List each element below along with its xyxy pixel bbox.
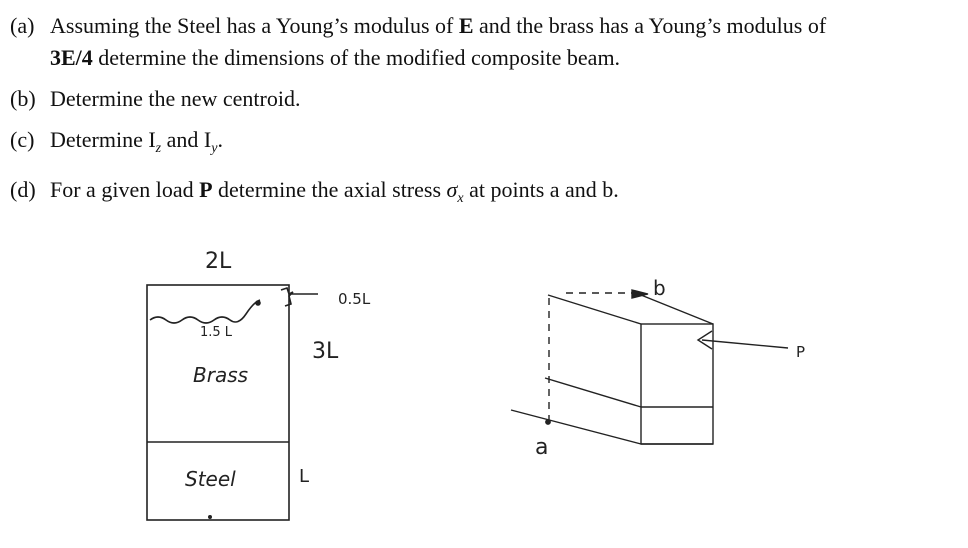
question-b (10, 83, 960, 115)
width-label: 2L (205, 249, 232, 274)
beam-figure (0, 210, 968, 548)
question-text: Determine $I_z$ and $I_y$. (50, 127, 223, 156)
notch-dot (256, 301, 260, 305)
question-label: (c) (10, 127, 35, 152)
steel-dot (209, 516, 211, 518)
question-text: Assuming the Steel has a Young’s modulus of E and the brass has a Young’s modulus of 3E/4 determine the dimensions of the modified composite beam. (50, 13, 827, 70)
notch-wavy-line (150, 300, 260, 323)
question-c (10, 124, 960, 165)
steel-label: Steel (185, 467, 236, 491)
load-line (702, 340, 788, 348)
interface-edge (545, 378, 641, 407)
question-label: (a) (10, 13, 35, 38)
question-label: (d) (10, 177, 36, 202)
point-a-label: a (535, 435, 549, 460)
question-a (10, 10, 960, 74)
brass-label: Brass (193, 363, 249, 387)
top-edge (548, 295, 641, 324)
question-list (10, 10, 960, 224)
beam-3d (511, 290, 788, 444)
question-d (10, 174, 960, 215)
question-text: Determine the new centroid. (50, 86, 301, 111)
bottom-edge (511, 410, 641, 444)
notch-brace (281, 288, 318, 306)
top-right-edge (636, 293, 713, 324)
brass-height-label: 3L (312, 339, 339, 364)
point-a-dot (546, 420, 550, 424)
notch-label: 0.5L (338, 290, 371, 308)
point-b-label: b (653, 276, 666, 300)
notch-width-label: 1.5 L (200, 325, 233, 340)
steel-height-label: L (299, 466, 310, 487)
question-text: For a given load P determine the axial stress $\sigma_x$ at points a and b. (50, 177, 619, 206)
question-label: (b) (10, 86, 36, 111)
load-label: P (796, 343, 806, 361)
